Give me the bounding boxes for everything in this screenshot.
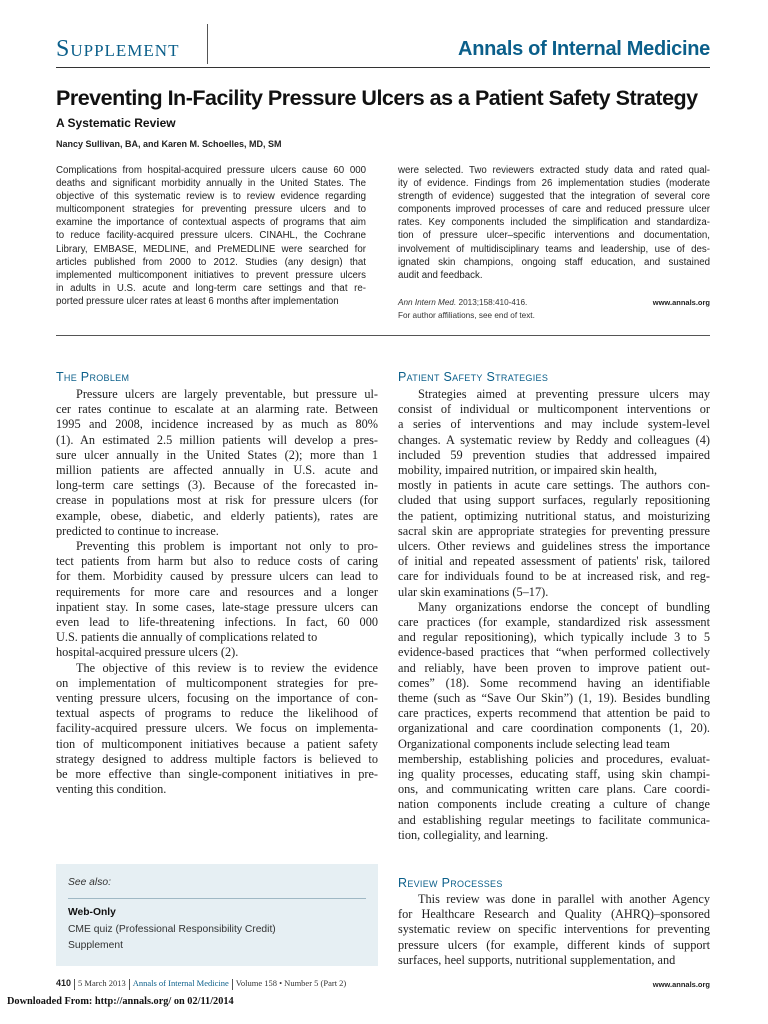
page-footer: [56, 978, 346, 990]
body-line: example, obese, diabetic, and elderly patients), rates are: [56, 508, 378, 523]
body-line: The objective of this review is to review the evidence: [76, 660, 378, 675]
abstract-line: components improved processes of care and reduced pressure ulcer: [398, 204, 710, 216]
abstract-line: rates. Key components included the simplification and standardiza-: [398, 217, 710, 229]
body-line: venting this condition.: [56, 782, 167, 797]
body-line: hospital-acquired pressure ulcers (2).: [56, 645, 239, 660]
abstract-line: ignated skin champions, ongoing staff education, and sustained: [398, 256, 710, 268]
article-authors: Nancy Sullivan, BA, and Karen M. Schoelles, MD, SM: [56, 139, 282, 149]
safety-body: [398, 387, 710, 843]
review-body: [398, 892, 710, 968]
abstract-line: audit and feedback.: [398, 269, 483, 281]
header-divider: [207, 24, 208, 64]
article-title: Preventing In-Facility Pressure Ulcers as a Patient Safety Strategy: [56, 86, 698, 110]
abstract-left: [56, 164, 366, 308]
body-line: ons, and communicating written care plans. Care coordi-: [398, 782, 710, 797]
body-line: the patient, optimizing nutritional status, and moisturizing: [398, 508, 710, 523]
body-line: on implementation of multicomponent strategies for pre-: [56, 675, 378, 690]
body-line: evidence-based practices that “when performed collectively: [398, 645, 710, 660]
body-line: long-term care settings (3). Because of the forecasted in-: [56, 478, 378, 493]
body-line: Preventing this problem is important not only to pro-: [76, 539, 378, 554]
body-line: cer rates continue to escalate at an alarming rate. Between: [56, 402, 378, 417]
body-line: care practices (for example, standardized risk assessment: [398, 615, 710, 630]
abstract-line: to reduce facility-acquired pressure ulcers. CINAHL, the Cochrane: [56, 230, 366, 242]
body-line: of initial and repeated assessment of patients' risk, tailored: [398, 554, 710, 569]
body-line: membership, establishing policies and procedures, evaluat-: [398, 751, 710, 766]
see-also-item-cme[interactable]: CME quiz (Professional Responsibility Credit): [68, 924, 276, 935]
abstract-line: multicomponent strategies for preventing pressure ulcers and to: [56, 204, 366, 216]
body-line: comes” (18). Some recommend having an identifiable: [398, 675, 710, 690]
body-line: ulcers. Other reviews and guidelines stress the importance: [398, 539, 710, 554]
abstract-line: deaths and significant morbidity annually in the United States. The: [56, 178, 366, 190]
body-line: pressure ulcers (for example, different kinds of support: [398, 937, 710, 952]
abstract-line: implemented multicomponent initiatives to prevent pressure ulcers: [56, 269, 366, 281]
download-notice: Downloaded From: http://annals.org/ on 02/11/2014: [7, 996, 234, 1007]
body-line: requirements for more care and resources and a longer: [56, 584, 378, 599]
footer-separator: [74, 979, 75, 990]
body-line: U.S. patients die annually of complications related to: [56, 630, 318, 645]
body-line: Many organizations endorse the concept of bundling: [418, 599, 710, 614]
body-line: 1995 and 2008, incidence increased by as much as 80%: [56, 417, 378, 432]
abstract-line: were selected. Two reviewers extracted study data and rated qual-: [398, 165, 710, 176]
body-line: predicted to continue to increase.: [56, 523, 219, 538]
body-line: even lead to life-threatening infections. In fact, 60 000: [56, 615, 378, 630]
article-subtitle: A Systematic Review: [56, 116, 176, 130]
section-heading-problem: The Problem: [56, 370, 130, 384]
body-line: tion of multicomponent initiatives because a patient safety: [56, 736, 378, 751]
body-line: organizational and care coordination components (1, 20).: [398, 721, 710, 736]
body-line: care practices, experts recommend that attention be paid to: [398, 706, 710, 721]
footer-separator: [232, 979, 233, 990]
body-line: sacral skin are appropriate strategies for preventing pressure: [398, 523, 710, 538]
footer-date: 5 March 2013: [78, 978, 126, 988]
body-line: changes. A systematic review by Reddy and colleagues (4): [398, 432, 710, 447]
body-line: ing quality processes, educating staff, using skin champi-: [398, 767, 710, 782]
footer-separator: [129, 979, 130, 990]
section-heading-safety: Patient Safety Strategies: [398, 370, 549, 384]
page-number: 410: [56, 978, 72, 988]
journal-site-link[interactable]: www.annals.org: [652, 298, 710, 307]
footer-volume: Volume 158 • Number 5 (Part 2): [235, 978, 347, 988]
abstract-line: in adults in U.S. acute and long-term care settings and that re-: [56, 282, 366, 294]
body-line: surfaces, heel supports, nutritional supplementation, and: [398, 952, 676, 967]
body-line: Pressure ulcers are largely preventable, but pressure ul-: [76, 387, 378, 401]
abstract-line: tion of pressure ulcer–specific interventions and documentation,: [398, 230, 710, 242]
body-line: and establishing regular meetings to facilitate communica-: [398, 812, 710, 827]
body-line: and regular repositioning), which typically include 3 to 5: [398, 630, 710, 645]
body-line: (1). An estimated 2.5 million patients will develop a pres-: [56, 432, 378, 447]
footer-site-link[interactable]: www.annals.org: [652, 980, 710, 989]
abstract-line: involvement of multidisciplinary teams and leadership, use of des-: [398, 243, 710, 255]
abstract-line: ported pressure ulcer rates at least 6 months after implementation: [56, 295, 339, 307]
journal-name: Annals of Internal Medicine: [458, 38, 710, 60]
citation-ref: 2013;158:410-416.: [456, 298, 528, 307]
abstract-right: [398, 164, 710, 282]
body-line: This review was done in parallel with another Agency: [418, 892, 710, 906]
body-line: textual aspects of programs to reduce the likelihood of: [56, 706, 378, 721]
citation-journal: Ann Intern Med.: [398, 298, 457, 307]
body-line: care for individuals found to be at increased risk, and reg-: [398, 569, 710, 584]
body-line: be more effective than single-component initiatives in pre-: [56, 767, 378, 782]
body-line: mostly in patients in acute care settings. The authors con-: [398, 478, 710, 493]
body-line: consist of individual or multicomponent interventions or: [398, 402, 710, 417]
header-rule: [56, 67, 710, 68]
body-line: tect patients from harm but also to reduce costs of caring: [56, 554, 378, 569]
body-line: Strategies aimed at preventing pressure ulcers may: [418, 387, 710, 401]
body-line: for Healthcare Research and Quality (AHRQ)–sponsored: [398, 907, 710, 922]
body-line: ular skin examinations (5–17).: [398, 584, 549, 599]
body-line: for them. Morbidity caused by pressure ulcers can lead to: [56, 569, 378, 584]
abstract-line: Complications from hospital-acquired pressure ulcers cause 60 000: [56, 165, 366, 176]
body-line: crease in populations most at risk for pressure ulcers (for: [56, 493, 378, 508]
body-line: nation components include creating a culture of change: [398, 797, 710, 812]
body-line: million patients are affected annually in U.S. acute and: [56, 463, 378, 478]
body-line: included 59 prevention studies that addressed impaired: [398, 447, 710, 462]
abstract-line: Library, EMBASE, MEDLINE, and PreMEDLINE were searched for: [56, 243, 366, 255]
see-also-heading: Web-Only: [68, 907, 116, 918]
body-line: strategy designed to address multiple factors is believed to: [56, 751, 378, 766]
body-line: venting pressure ulcers, focusing on the importance of con-: [56, 691, 378, 706]
body-line: tion, collegiality, and learning.: [398, 827, 549, 842]
see-also-label: See also:: [68, 877, 111, 888]
body-line: systematic review on specific interventions for preventing: [398, 922, 710, 937]
section-heading-review: Review Processes: [398, 876, 503, 890]
problem-body: [56, 387, 378, 797]
supplement-label: Supplement: [56, 36, 180, 62]
body-line: Organizational components include selecting lead team: [398, 736, 670, 751]
body-line: cluded that using support surfaces, regularly repositioning: [398, 493, 710, 508]
abstract-line: articles published from 2000 to 2012. Studies (any design) that: [56, 256, 366, 268]
footer-journal: Annals of Internal Medicine: [132, 978, 229, 988]
body-line: sure ulcer annually in the United States (2); more than 1: [56, 447, 378, 462]
body-line: and reliably, have been proven to improve patient out-: [398, 660, 710, 675]
body-line: inpatient stay. In some cases, late-stage pressure ulcers can: [56, 599, 378, 614]
body-line: mobility, impaired nutrition, or impaired skin health,: [398, 463, 658, 478]
abstract-line: ity of evidence. Findings from 26 implementation studies (moderate: [398, 178, 710, 190]
body-line: facility-acquired pressure ulcers. We focus on implementa-: [56, 721, 378, 736]
body-line: theme (such as “Save Our Skin”) (1, 19). Besides bundling: [398, 691, 710, 706]
abstract-line: strength of evidence) suggested that the integration of several core: [398, 191, 710, 203]
see-also-item-supplement[interactable]: Supplement: [68, 940, 123, 951]
abstract-rule: [56, 335, 710, 336]
affiliations-note: For author affiliations, see end of text.: [398, 311, 535, 320]
body-line: a series of interventions and may include system-level: [398, 417, 710, 432]
abstract-line: examine the importance of contextual aspects of programs that aim: [56, 217, 366, 229]
see-also-divider: [68, 898, 366, 899]
abstract-line: objective of this systematic review is to review evidence regarding: [56, 191, 366, 203]
see-also-box: [56, 864, 378, 966]
